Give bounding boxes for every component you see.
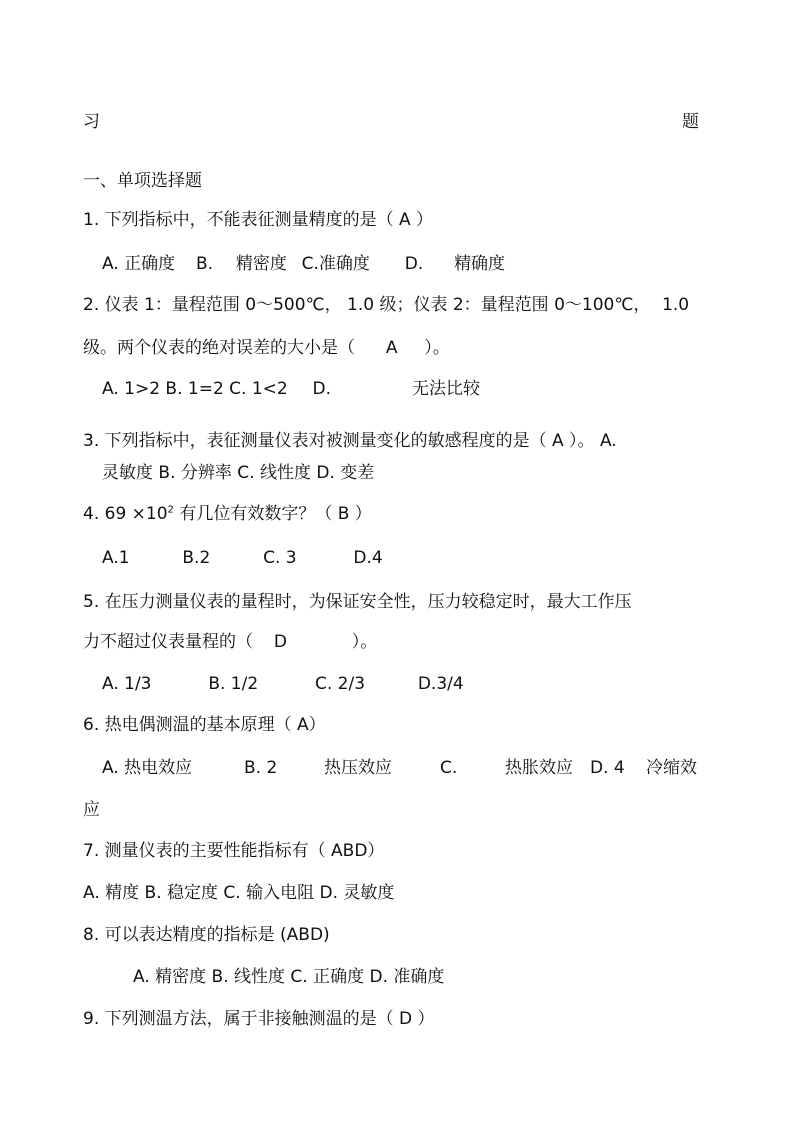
title-left: 习 (83, 112, 100, 132)
question-4 (83, 503, 372, 525)
q2-options-abc: A. 1>2 B. 1=2 C. 1<2 (102, 379, 288, 399)
question-3-line-1: 3. 下列指标中，表征测量仪表对被测量变化的敏感程度的是（ A ）。 A. (83, 431, 617, 451)
q1-option-d-letter: D. (404, 254, 424, 274)
q5-option-c: C. 2/3 (314, 674, 366, 694)
question-5-line-2 (83, 631, 377, 653)
question-8-options: A. 精密度 B. 线性度 C. 正确度 D. 准确度 (133, 967, 445, 987)
q6-option-d-text: 冷缩效 (646, 758, 697, 778)
question-1-options (102, 253, 505, 275)
q5-option-b: B. 1/2 (208, 674, 259, 694)
q2-stem-end: ）。 (424, 338, 450, 358)
question-7: 7. 测量仪表的主要性能指标有（ ABD） (83, 841, 385, 861)
q2-option-d-text: 无法比较 (412, 379, 480, 399)
q2-answer: A (385, 338, 398, 358)
title-right: 题 (682, 112, 699, 132)
q4-option-a: A.1 (102, 548, 130, 568)
q5-stem-text: 力不超过仪表量程的（ (83, 632, 253, 652)
q1-option-a-text: 正确度 (124, 254, 176, 274)
section-heading: 一、单项选择题 (83, 171, 202, 191)
question-5-line-1: 5. 在压力测量仪表的量程时，为保证安全性，压力较稳定时，最大工作压 (83, 592, 632, 612)
question-3-line-2: 灵敏度 B. 分辨率 C. 线性度 D. 变差 (102, 463, 375, 483)
q6-option-b-text: 热压效应 (324, 758, 392, 778)
q6-option-a: A. 热电效应 (102, 758, 193, 778)
question-2-line-1: 2. 仪表 1：量程范围 0～500℃， 1.0 级；仪表 2：量程范围 0～100℃， (83, 295, 651, 315)
question-6: 6. 热电偶测温的基本原理（ A） (83, 715, 326, 735)
question-7-options: A. 精度 B. 稳定度 C. 输入电阻 D. 灵敏度 (83, 883, 395, 903)
q5-option-d: D.3/4 (417, 674, 464, 694)
q2-option-d-letter: D. (312, 379, 332, 399)
q1-option-b-text: 精密度 (235, 254, 287, 274)
q4-stem-start: 4. 69 ×10 (83, 504, 168, 524)
q4-superscript: 2 (167, 504, 174, 516)
q4-stem-end: 有几位有效数字？（ B ） (173, 504, 372, 524)
question-4-options (102, 547, 383, 569)
q1-option-a-letter: A. (102, 254, 119, 274)
q6-option-b-letter: B. 2 (244, 758, 278, 778)
question-9: 9. 下列测温方法，属于非接触测温的是（ D ） (83, 1009, 435, 1029)
q1-option-d-text: 精确度 (454, 254, 506, 274)
question-5-options (102, 673, 464, 695)
q1-option-c: C.准确度 (301, 254, 370, 274)
q6-option-c-letter: C. (440, 758, 458, 778)
question-2-line-1-end: 1.0 (662, 295, 690, 315)
question-2-options (102, 378, 331, 400)
q2-stem-text: 级。两个仪表的绝对误差的大小是（ (83, 338, 355, 358)
q6-option-d-wrap: 应 (83, 800, 100, 820)
q4-option-b: B.2 (182, 548, 211, 568)
question-2-line-2 (83, 337, 450, 359)
q5-option-a: A. 1/3 (102, 674, 152, 694)
question-1: 1. 下列指标中，不能表征测量精度的是（ A ） (83, 210, 434, 230)
q5-stem-end: ）。 (351, 632, 378, 652)
q5-answer: D (273, 632, 287, 652)
q6-option-c-text: 热胀效应 (505, 758, 573, 778)
question-8: 8. 可以表达精度的指标是 (ABD) (83, 925, 330, 945)
q4-option-d: D.4 (353, 548, 383, 568)
q4-option-c: C. 3 (263, 548, 297, 568)
q6-option-d-letter: D. 4 (590, 758, 625, 778)
q1-option-b-letter: B. (195, 254, 214, 274)
